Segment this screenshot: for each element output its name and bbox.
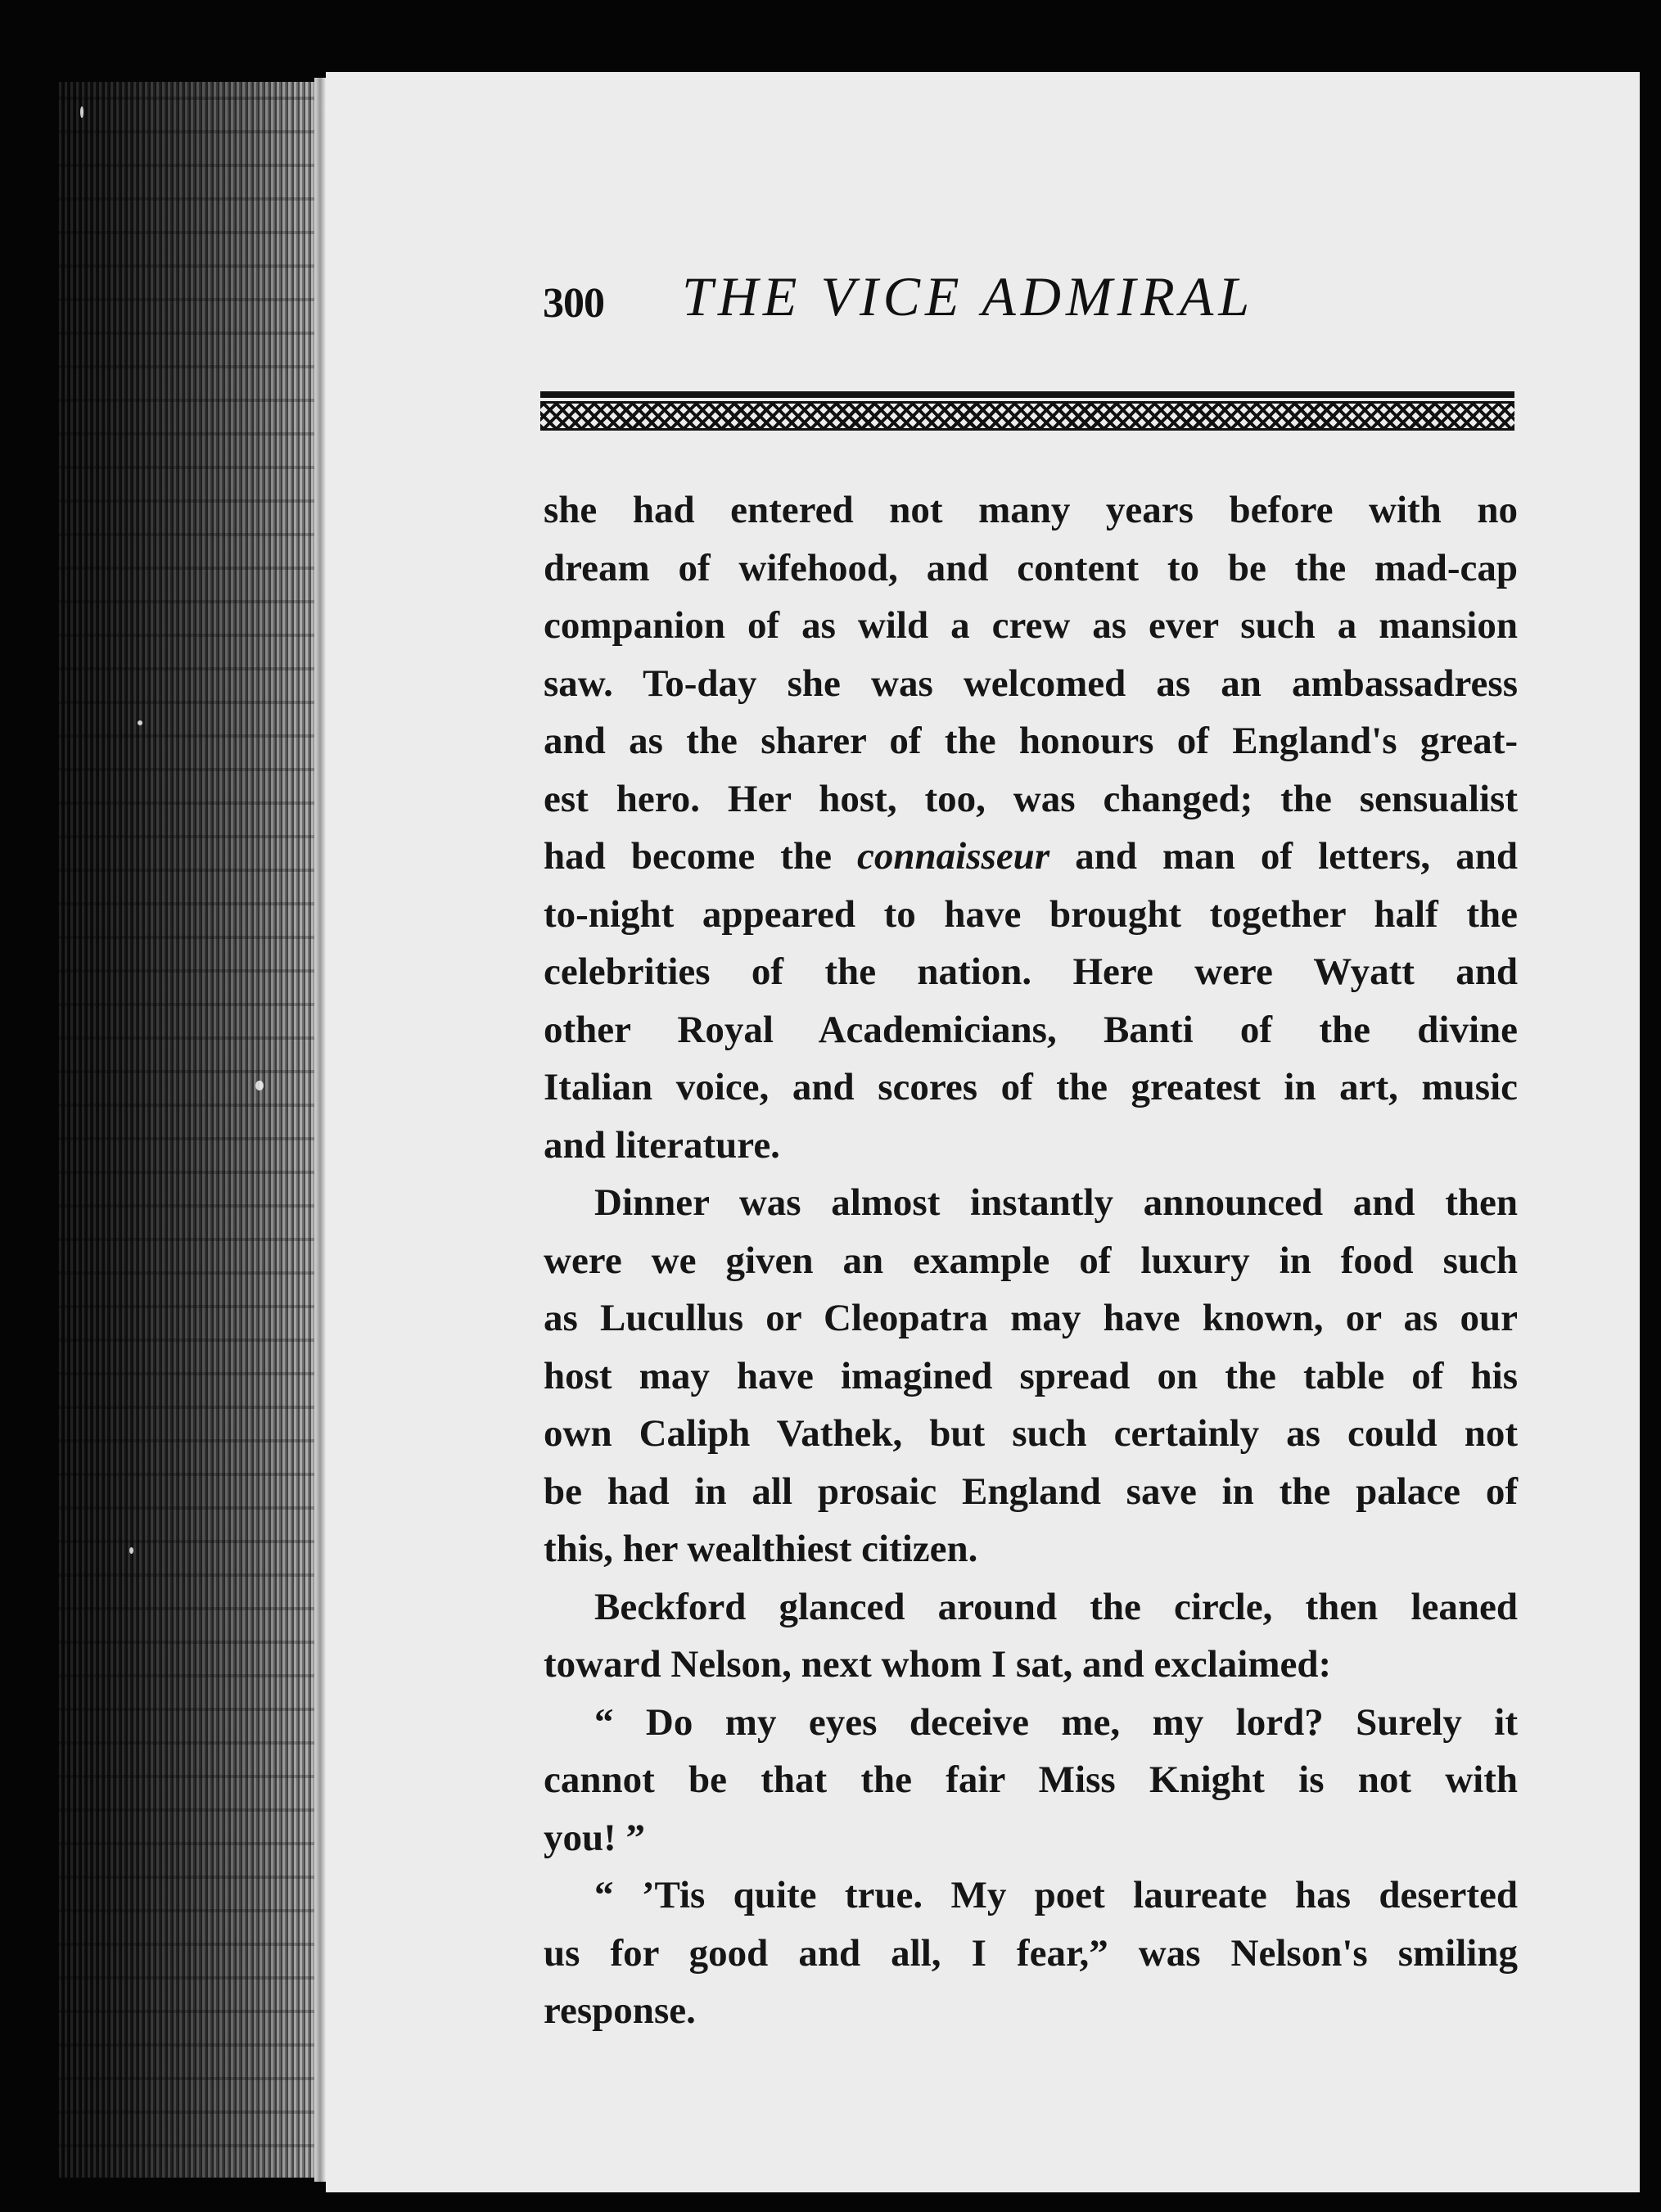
text-line: us for good and all, I fear,” was Nelson's smiling [544, 1931, 1518, 1975]
ornamental-border [540, 401, 1514, 431]
text-line: est hero. Her host, too, was changed; the sensualist [544, 777, 1518, 820]
printed-page [326, 72, 1640, 2192]
italic-word: connaisseur [857, 835, 1050, 878]
text-fragment: had become the [544, 835, 832, 878]
book-page-edges [57, 82, 319, 2178]
text-line: were we given an example of luxury in food such [544, 1239, 1518, 1282]
page-header [543, 264, 1513, 330]
text-line: this, her wealthiest citizen. [544, 1528, 978, 1570]
text-line: and as the sharer of the honours of England's great- [544, 720, 1518, 762]
text-line: be had in all prosaic England save in the palace of [544, 1469, 1518, 1513]
text-line: dream of wifehood, and content to be the mad-cap [544, 546, 1518, 589]
book-gutter [314, 78, 326, 2182]
text-line: celebrities of the nation. Here were Wyatt and [544, 950, 1518, 993]
text-line: companion of as wild a crew as ever such a mansion [544, 604, 1518, 647]
text-line [544, 828, 1518, 886]
scan-speck [129, 1547, 133, 1554]
text-line: Italian voice, and scores of the greatest in art, music [544, 1066, 1518, 1108]
text-line: own Caliph Vathek, but such certainly as could not [544, 1412, 1518, 1455]
text-fragment: and man of letters, and [1075, 835, 1518, 878]
scan-speck [80, 106, 84, 118]
body-text [544, 481, 1518, 2040]
text-line: you! ” [544, 1816, 646, 1859]
text-line: she had entered not many years before with no [544, 489, 1518, 531]
text-line: saw. To-day she was welcomed as an ambassadress [544, 661, 1518, 705]
text-line: toward Nelson, next whom I sat, and exclaimed: [544, 1643, 1332, 1686]
text-line: and literature. [544, 1123, 780, 1167]
scan-speck [138, 720, 142, 725]
text-line: to-night appeared to have brought together half the [544, 892, 1518, 936]
text-line: response. [544, 1989, 696, 2032]
text-line: Dinner was almost instantly announced and then [594, 1181, 1518, 1224]
text-line: “ ’Tis quite true. My poet laureate has deserted [594, 1874, 1518, 1916]
text-line: cannot be that the fair Miss Knight is not with [544, 1758, 1518, 1801]
text-line: “ Do my eyes deceive me, my lord? Surely it [594, 1700, 1518, 1744]
text-line: Beckford glanced around the circle, then leaned [594, 1585, 1518, 1628]
text-line: other Royal Academicians, Banti of the divine [544, 1008, 1518, 1051]
scan-speck [255, 1081, 264, 1090]
text-line: host may have imagined spread on the table of his [544, 1354, 1518, 1397]
text-line: as Lucullus or Cleopatra may have known, or as our [544, 1297, 1518, 1339]
running-title: THE VICE ADMIRAL [682, 265, 1255, 327]
header-rule [540, 391, 1514, 398]
page-number: 300 [543, 280, 604, 327]
